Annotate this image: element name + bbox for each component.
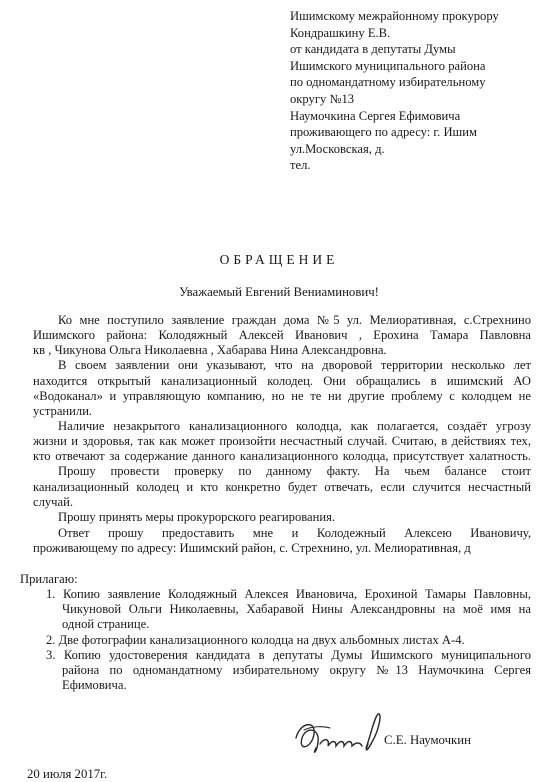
body-line: находится открытый канализационный колодец. Они обращались в ишимский АО [33, 374, 531, 388]
addressee-line: ул.Московская, д. [290, 141, 385, 156]
addressee-line: тел. [290, 158, 311, 173]
body-line: В своем заявлении они указывают, что на дворовой территории несколько лет [58, 358, 531, 372]
body-line: устранили. [33, 404, 93, 418]
attachment-item: района по одномандатному избирательному округу №13 Наумочкина Сергея [62, 663, 531, 677]
body-line: жизни и здоровья, так как может произойти несчастный случай. Считаю, в действиях тех, [33, 434, 531, 448]
body-line: Наличие незакрытого канализационного колодца, как полагается, создаёт угрозу [58, 419, 531, 433]
body-line: «Водоканал» и управляющую компанию, но не те ни другие проблему с колодцем не [33, 389, 531, 403]
signatory-name: С.Е. Наумочкин [384, 733, 471, 747]
document-title: ОБРАЩЕНИЕ [219, 252, 339, 267]
addressee-line: округу №13 [290, 91, 355, 106]
body-line: Ишимского района: Колодяжный Алексей Иванович , Ерохина Тамара Павловна [33, 328, 531, 342]
body-line: кв , Чикунова Ольга Николаевна , Хабарава Нина Александровна. [33, 343, 387, 357]
addressee-line: Наумочкина Сергея Ефимовича [290, 108, 461, 123]
body-line: проживающему по адресу: Ишимский район, с. Стрехнино, ул. Мелиоративная, д [33, 541, 471, 555]
addressee-line: по одномандатному избирательному [290, 75, 486, 90]
addressee-line: проживающего по адресу: г. Ишим [290, 125, 477, 140]
handwritten-signature [290, 708, 385, 763]
attachment-item: 1. Копию заявление Колодяжный Алексея Ивановича, Ерохиной Тамары Павловны, [46, 587, 531, 601]
attachment-item: 3. Копию удостоверения кандидата в депутаты Думы Ишимского муниципального [46, 648, 531, 662]
body-line: канализационный колодец и кто конкретно будет отвечать, если случится несчастный [33, 480, 531, 494]
attachment-item: одной странице. [62, 617, 150, 631]
attachments-heading: Прилагаю: [20, 572, 78, 586]
body-line: Прошу принять меры прокурорского реагирования. [58, 510, 336, 524]
body-line: Ко мне поступило заявление граждан дома №5 ул. Мелиоративная, с.Стрехнино [58, 313, 531, 327]
addressee-line: Ишимского муниципального района [290, 58, 486, 73]
attachment-item: Чикуновой Ольги Николаевны, Хабаравой Нины Александровны на моё имя на [62, 602, 531, 616]
addressee-line: от кандидата в депутаты Думы [290, 42, 456, 57]
addressee-line: Ишимскому межрайонному прокурору [290, 9, 499, 23]
attachment-item: 2. Две фотографии канализационного колодца на двух альбомных листах А-4. [46, 633, 465, 647]
attachment-item: Ефимовича. [62, 678, 127, 692]
greeting: Уважаемый Евгений Вениаминович! [179, 285, 379, 299]
body-line: Ответ прошу предоставить мне и Колодежный Алексею Ивановичу, [58, 526, 531, 540]
addressee-line: Кондрашкину Е.В. [290, 25, 391, 40]
body-line: кто отвечают за содержание данного канализационного колодца, присутствует халатность. [33, 449, 531, 463]
addressee-block [290, 8, 552, 174]
body-line: случай. [33, 495, 73, 509]
body-line: Прошу провести проверку по данному факту. На чьем балансе стоит [58, 464, 531, 478]
document-date: 20 июля 2017г. [27, 767, 108, 781]
